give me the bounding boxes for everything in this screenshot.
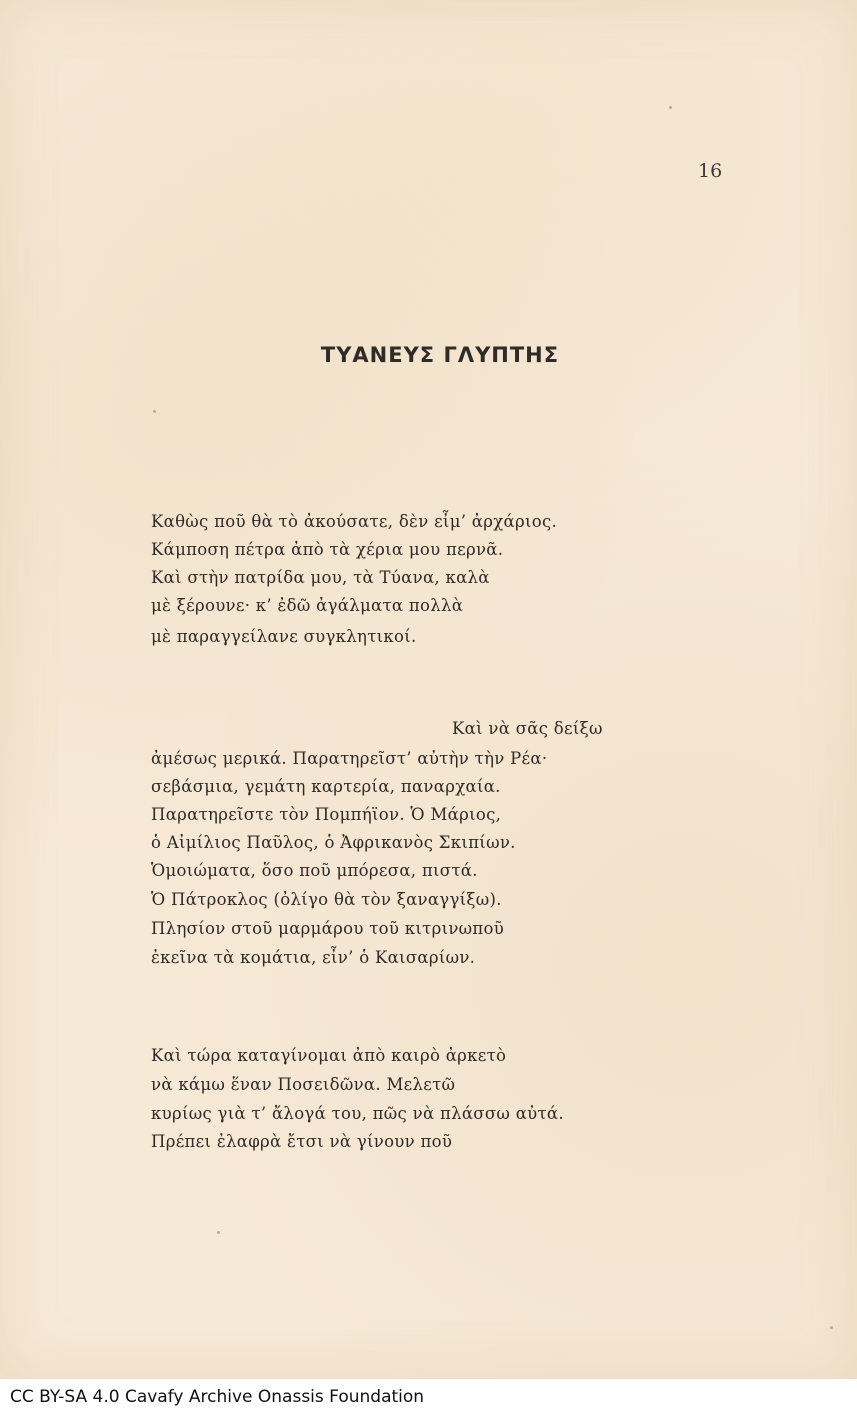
poem-line: ὁ Αἰμίλιος Παῦλος, ὁ Ἀφρικανὸς Σκιπίων. [151,833,516,852]
poem-line: μὲ παραγγείλανε συγκλητικοί. [151,627,417,646]
poem-line: Καὶ νὰ σᾶς δείξω [452,719,603,738]
paper-speck [669,106,672,109]
poem-line: κυρίως γιὰ τ’ ἄλογά του, πῶς νὰ πλάσσω αὐτά. [151,1104,564,1123]
poem-line: ἀμέσως μερικά. Παρατηρεῖστ’ αὐτὴν τὴν Ρέα· [151,749,548,768]
paper-speck [153,410,156,413]
poem-line: μὲ ξέρουνε· κ’ ἐδῶ ἀγάλματα πολλὰ [151,596,464,615]
license-attribution: CC BY-SA 4.0 Cavafy Archive Onassis Foundation [10,1387,425,1407]
poem-line: Ὁ Πάτροκλος (ὀλίγο θὰ τὸν ξαναγγίξω). [151,890,502,909]
poem-line: Κάμποση πέτρα ἀπὸ τὰ χέρια μου περνᾶ. [151,540,504,559]
poem-line: Καθὼς ποῦ θὰ τὸ ἀκούσατε, δὲν εἶμ’ ἀρχάριος. [151,512,558,531]
poem-line: Πλησίον στοῦ μαρμάρου τοῦ κιτρινωποῦ [151,919,505,938]
paper-speck [217,1231,220,1234]
poem-line: Καὶ στὴν πατρίδα μου, τὰ Τύανα, καλὰ [151,568,490,587]
poem-line: Ὁμοιώματα, ὅσο ποῦ μπόρεσα, πιστά. [151,861,478,880]
poem-line: ἐκεῖνα τὰ κομάτια, εἶν’ ὁ Καισαρίων. [151,948,476,967]
poem-line: Καὶ τώρα καταγίνομαι ἀπὸ καιρὸ ἀρκετὸ [151,1046,507,1065]
poem-line: Παρατηρεῖστε τὸν Πομπήϊον. Ὁ Μάριος, [151,805,502,824]
page-number: 16 [698,160,723,182]
paper-speck [830,1326,833,1329]
poem-line: Πρέπει ἐλαφρὰ ἔτσι νὰ γίνουν ποῦ [151,1132,453,1151]
poem-line: σεβάσμια, γεμάτη καρτερία, παναρχαία. [151,777,501,796]
poem-line: νὰ κάμω ἕναν Ποσειδῶνα. Μελετῶ [151,1075,456,1094]
poem-title: ΤΥΑΝΕΥΣ ΓΛΥΠΤΗΣ [320,343,560,367]
